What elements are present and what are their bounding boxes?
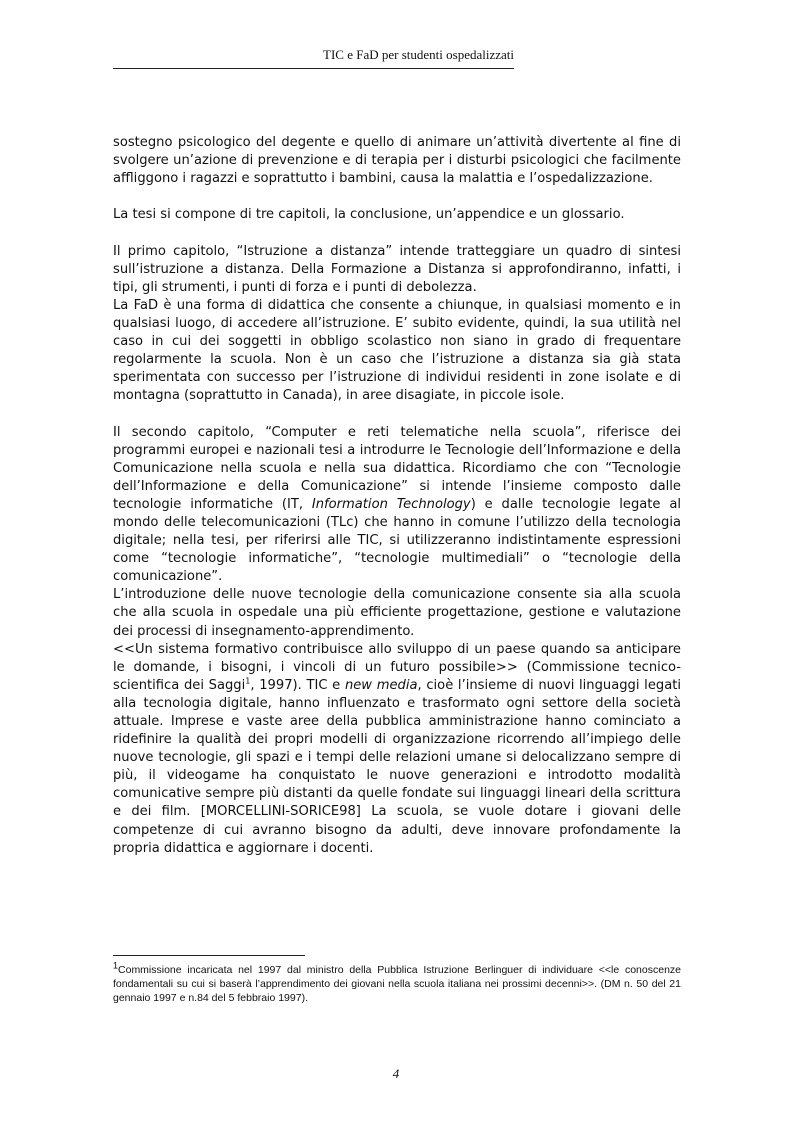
text-run: , 1997). TIC e <box>250 677 345 693</box>
text-run: , cioè l’insieme di nuovi linguaggi legati alla tecnologia digitale, hanno influenzato e trasformato ogni settore della società attuale. Imprese e vaste aree della pubblica amministrazione hanno cominciato a ridefinire la qualità dei propri modelli di organizzazione ricorrendo all’impiego delle nuove tecnologie, gli spazi e i tempi delle relazioni umane si delocalizzano sempre di più, il videogame ha conquistato le nuove generazioni e introdotto modalità comunicative sempre più distanti da quelle fondate sui linguaggi lineari della scrittura e dei film. [MORCELLINI-SORICE98] La scuola, se vuole dotare i giovani delle competenze di cui avranno bisogno da adulti, deve innovare profondamente la propria didattica e aggiornare i docenti. <box>113 677 681 856</box>
text-run: Il secondo capitolo, “Computer e reti telematiche nella scuola”, riferisce dei programmi europei e nazionali tesi a introdurre le Tecnologie dell’Informazione e della Comunicazione nella scuola e nella sua didattica. Ricordiamo che con “Tecnologie dell’Informazione e della Comunicazione” si intende l’insieme composto dalle tecnologie informatiche (IT, <box>113 424 681 512</box>
text-run: <<Un sistema formativo contribuisce allo sviluppo di un paese quando sa anticipare le domande, i bisogni, i vincoli di un futuro possibile>> (Commissione tecnico-scientifica dei Saggi <box>113 641 681 693</box>
running-header: TIC e FaD per studenti ospedalizzati <box>323 47 514 62</box>
italic-term: Information Technology <box>311 496 471 512</box>
footnote-separator <box>113 955 305 956</box>
paragraph <box>113 641 681 858</box>
page-number: 4 <box>392 1066 400 1081</box>
italic-term: new media <box>344 677 418 693</box>
paragraph: Il primo capitolo, “Istruzione a distanza” intende tratteggiare un quadro di sintesi sull’istruzione a distanza. Della Formazione a Distanza si approfondiranno, infatti, i tipi, gli strumenti, i punti di forza e i punti di debolezza. <box>113 243 681 295</box>
paragraph <box>113 424 681 587</box>
body-text <box>113 134 681 858</box>
footnote-marker: 1 <box>113 960 119 971</box>
header-rule <box>113 68 514 69</box>
paragraph: sostegno psicologico del degente e quello di animare un’attività divertente al fine di svolgere un’azione di prevenzione e di terapia per i disturbi psicologici che facilmente affliggono i ragazzi e soprattutto i bambini, causa la malattia e l’ospedalizzazione. <box>113 135 681 187</box>
footnote <box>113 960 681 1005</box>
paragraph: L’introduzione delle nuove tecnologie della comunicazione consente sia alla scuola che alla scuola in ospedale una più efficiente progettazione, gestione e valutazione dei processi di insegnamento-apprendimento. <box>113 587 681 639</box>
footnote-text: Commissione incaricata nel 1997 dal ministro della Pubblica Istruzione Berlinguer di individuare <<le conoscenze fondamentali su cui si baserà l’apprendimento dei giovani nella scuola italiana nei prossimi decenni>>. (DM n. 50 del 21 gennaio 1997 e n.84 del 5 febbraio 1997). <box>113 964 681 1004</box>
paragraph: La tesi si compone di tre capitoli, la conclusione, un’appendice e un glossario. <box>113 207 625 223</box>
text-run: ) e dalle tecnologie legate al mondo delle telecomunicazioni (TLc) che hanno in comune l’utilizzo della tecnologia digitale; nella tesi, per riferirsi alle TIC, si utilizzeranno indistintamente espressioni come “tecnologie informatiche”, “tecnologie multimediali” o “tecnologie della comunicazione”. <box>113 496 681 585</box>
footnote-reference[interactable]: 1 <box>245 676 251 686</box>
paragraph: La FaD è una forma di didattica che consente a chiunque, in qualsiasi momento e in qualsiasi luogo, di accedere all’istruzione. E’ subito evidente, quindi, la sua utilità nel caso in cui dei soggetti in obbligo scolastico non siano in grado di frequentare regolarmente la scuola. Non è un caso che l’istruzione a distanza sia già stata sperimentata con successo per l’istruzione di individui residenti in zone isolate e di montagna (soprattutto in Canada), in aree disagiate, in piccole isole. <box>113 297 681 404</box>
